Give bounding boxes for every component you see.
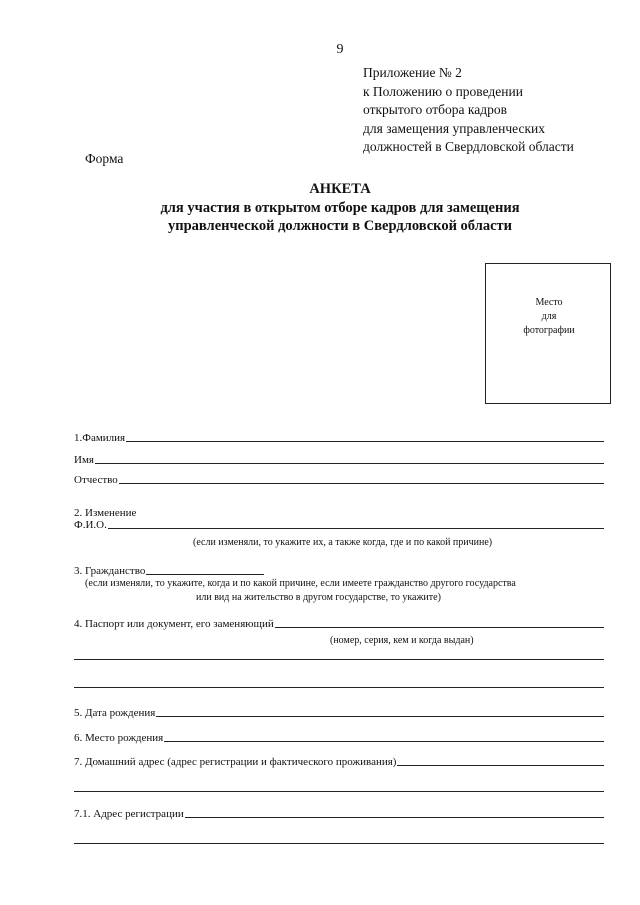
change-fio-field[interactable] bbox=[74, 519, 604, 531]
patronymic-label: Отчество bbox=[74, 474, 118, 486]
home-address-line[interactable] bbox=[397, 765, 604, 766]
home-address-label: 7. Домашний адрес (адрес регистрации и фактического проживания) bbox=[74, 756, 397, 768]
photo-label-line: Место bbox=[535, 297, 563, 308]
surname-line[interactable] bbox=[126, 441, 604, 442]
name-label: Имя bbox=[74, 454, 94, 466]
passport-line[interactable] bbox=[275, 627, 604, 628]
change-header: 2. Изменение bbox=[74, 507, 137, 519]
home-address-extra-line[interactable] bbox=[74, 791, 604, 792]
passport-field[interactable] bbox=[74, 618, 604, 630]
surname-label: 1.Фамилия bbox=[74, 432, 126, 444]
passport-hint: (номер, серия, кем и когда выдан) bbox=[330, 635, 474, 646]
citizenship-hint: или вид на жительство в другом государстве, то укажите) bbox=[196, 592, 441, 603]
appendix-line: должностей в Свердловской области bbox=[363, 139, 574, 154]
photo-label-line: фотографии bbox=[523, 325, 575, 336]
citizenship-line[interactable] bbox=[146, 574, 264, 575]
form-label: Форма bbox=[85, 151, 124, 166]
name-field[interactable] bbox=[74, 454, 604, 466]
photo-placeholder[interactable] bbox=[485, 263, 611, 404]
photo-label-line: для bbox=[541, 311, 557, 322]
document-subtitle: для участия в открытом отборе кадров для замещения bbox=[160, 200, 520, 216]
reg-address-label: 7.1. Адрес регистрации bbox=[74, 808, 184, 820]
change-fio-line[interactable] bbox=[108, 528, 604, 529]
surname-field[interactable] bbox=[74, 432, 604, 444]
document-title: АНКЕТА bbox=[309, 181, 371, 197]
passport-extra-line[interactable] bbox=[74, 687, 604, 688]
appendix-line: открытого отбора кадров bbox=[363, 102, 507, 117]
patronymic-line[interactable] bbox=[119, 483, 604, 484]
citizenship-hint: (если изменяли, то укажите, когда и по какой причине, если имеете гражданство другого государства bbox=[85, 578, 516, 589]
change-fio-label: Ф.И.О. bbox=[74, 519, 107, 531]
appendix-line: Приложение № 2 bbox=[363, 65, 462, 80]
document-subtitle: управленческой должности в Свердловской области bbox=[168, 218, 512, 234]
passport-label: 4. Паспорт или документ, его заменяющий bbox=[74, 618, 274, 630]
patronymic-field[interactable] bbox=[74, 474, 604, 486]
citizenship-label: 3. Гражданство bbox=[74, 565, 146, 577]
reg-address-field[interactable] bbox=[74, 808, 604, 820]
birth-place-line[interactable] bbox=[164, 741, 604, 742]
reg-address-line[interactable] bbox=[185, 817, 604, 818]
birth-place-label: 6. Место рождения bbox=[74, 732, 164, 744]
home-address-field[interactable] bbox=[74, 756, 604, 768]
photo-label bbox=[486, 296, 612, 338]
appendix-block bbox=[363, 64, 574, 157]
birth-date-line[interactable] bbox=[156, 716, 604, 717]
birth-place-field[interactable] bbox=[74, 732, 604, 744]
reg-address-extra-line[interactable] bbox=[74, 843, 604, 844]
name-line[interactable] bbox=[95, 463, 604, 464]
change-hint: (если изменяли, то укажите их, а также когда, где и по какой причине) bbox=[193, 537, 493, 548]
birth-date-field[interactable] bbox=[74, 707, 604, 719]
page-number: 9 bbox=[336, 42, 344, 57]
birth-date-label: 5. Дата рождения bbox=[74, 707, 156, 719]
appendix-line: к Положению о проведении bbox=[363, 83, 523, 99]
citizenship-field[interactable] bbox=[74, 565, 264, 577]
passport-extra-line[interactable] bbox=[74, 659, 604, 660]
appendix-line: для замещения управленческих bbox=[363, 120, 545, 136]
